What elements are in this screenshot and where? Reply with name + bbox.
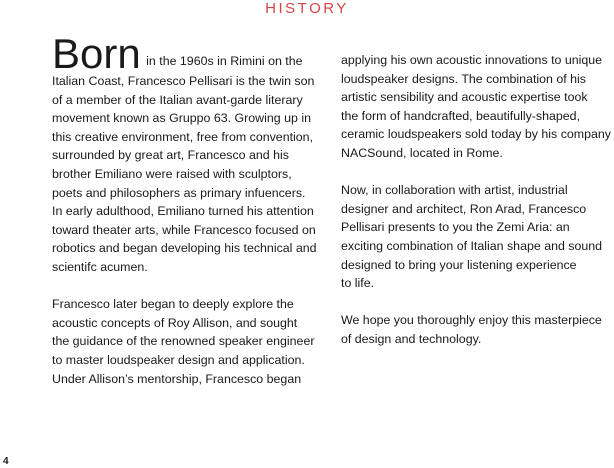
text-line: to life. [341,276,375,291]
text-line: toward theater arts, while Francesco focused on [52,222,316,237]
text-line: NACSound, located in Rome. [341,145,503,160]
text-line: Now, in collaboration with artist, industrial [341,183,568,198]
text-line: We hope you thoroughly enjoy this masterpiece [341,313,602,328]
text-line: Italian Coast, Francesco Pellisari is the twin son [52,74,315,88]
text-line: the guidance of the renowned speaker engineer [52,334,315,349]
paragraph-innovations [341,51,613,163]
paragraph-intro [52,30,330,277]
paragraph-allison [52,295,330,388]
text-line: In early adulthood, Emiliano turned his attention [52,204,314,219]
text-line: robotics and began developing his technical and [52,241,317,256]
text-line: brother Emiliano were raised with sculptors, [52,166,292,181]
left-column [52,30,330,407]
text-line: acoustic concepts of Roy Allison, and sought [52,315,298,330]
text-line: Pellisari presents to you the Zemi Aria: an [341,220,570,235]
paragraph-closing [341,311,613,348]
text-line: movement known as Gruppo 63. Growing up in [52,111,311,126]
page-title: HISTORY [265,0,349,17]
text-line: ceramic loudspeakers sold today by his company [341,127,611,142]
right-column [341,51,613,367]
text-line: exciting combination of Italian shape and sound [341,238,603,253]
text-line: this creative environment, free from convention, [52,129,314,144]
text-line: artistic sensibility and acoustic expertise took [341,90,588,105]
text-line: of design and technology. [341,331,482,346]
text-line: the form of handcrafted, beautifully-shaped, [341,108,581,123]
page-number: 4 [3,456,9,467]
text-line: Under Allison’s mentorship, Francesco began [52,371,302,386]
text-line: scientifc acumen. [52,259,148,274]
text-line: to master loudspeaker design and application. [52,352,305,367]
dropcap-word: Born [52,30,141,77]
text-line: surrounded by great art, Francesco and his [52,148,289,163]
text-line: poets and philosophers as primary infuencers. [52,185,306,200]
text-line: designer and architect, Ron Arad, Francesco [341,201,587,216]
text-line: applying his own acoustic innovations to unique [341,53,603,67]
text-line: designed to bring your listening experience [341,257,577,272]
paragraph-collaboration [341,181,613,293]
first-line [52,30,330,77]
text-line: Francesco later began to deeply explore the [52,297,294,312]
text-line: of a member of the Italian avant-garde literary [52,92,303,107]
text-line: loudspeaker designs. The combination of his [341,71,586,86]
first-line-text: in the 1960s in Rimini on the [142,54,303,68]
